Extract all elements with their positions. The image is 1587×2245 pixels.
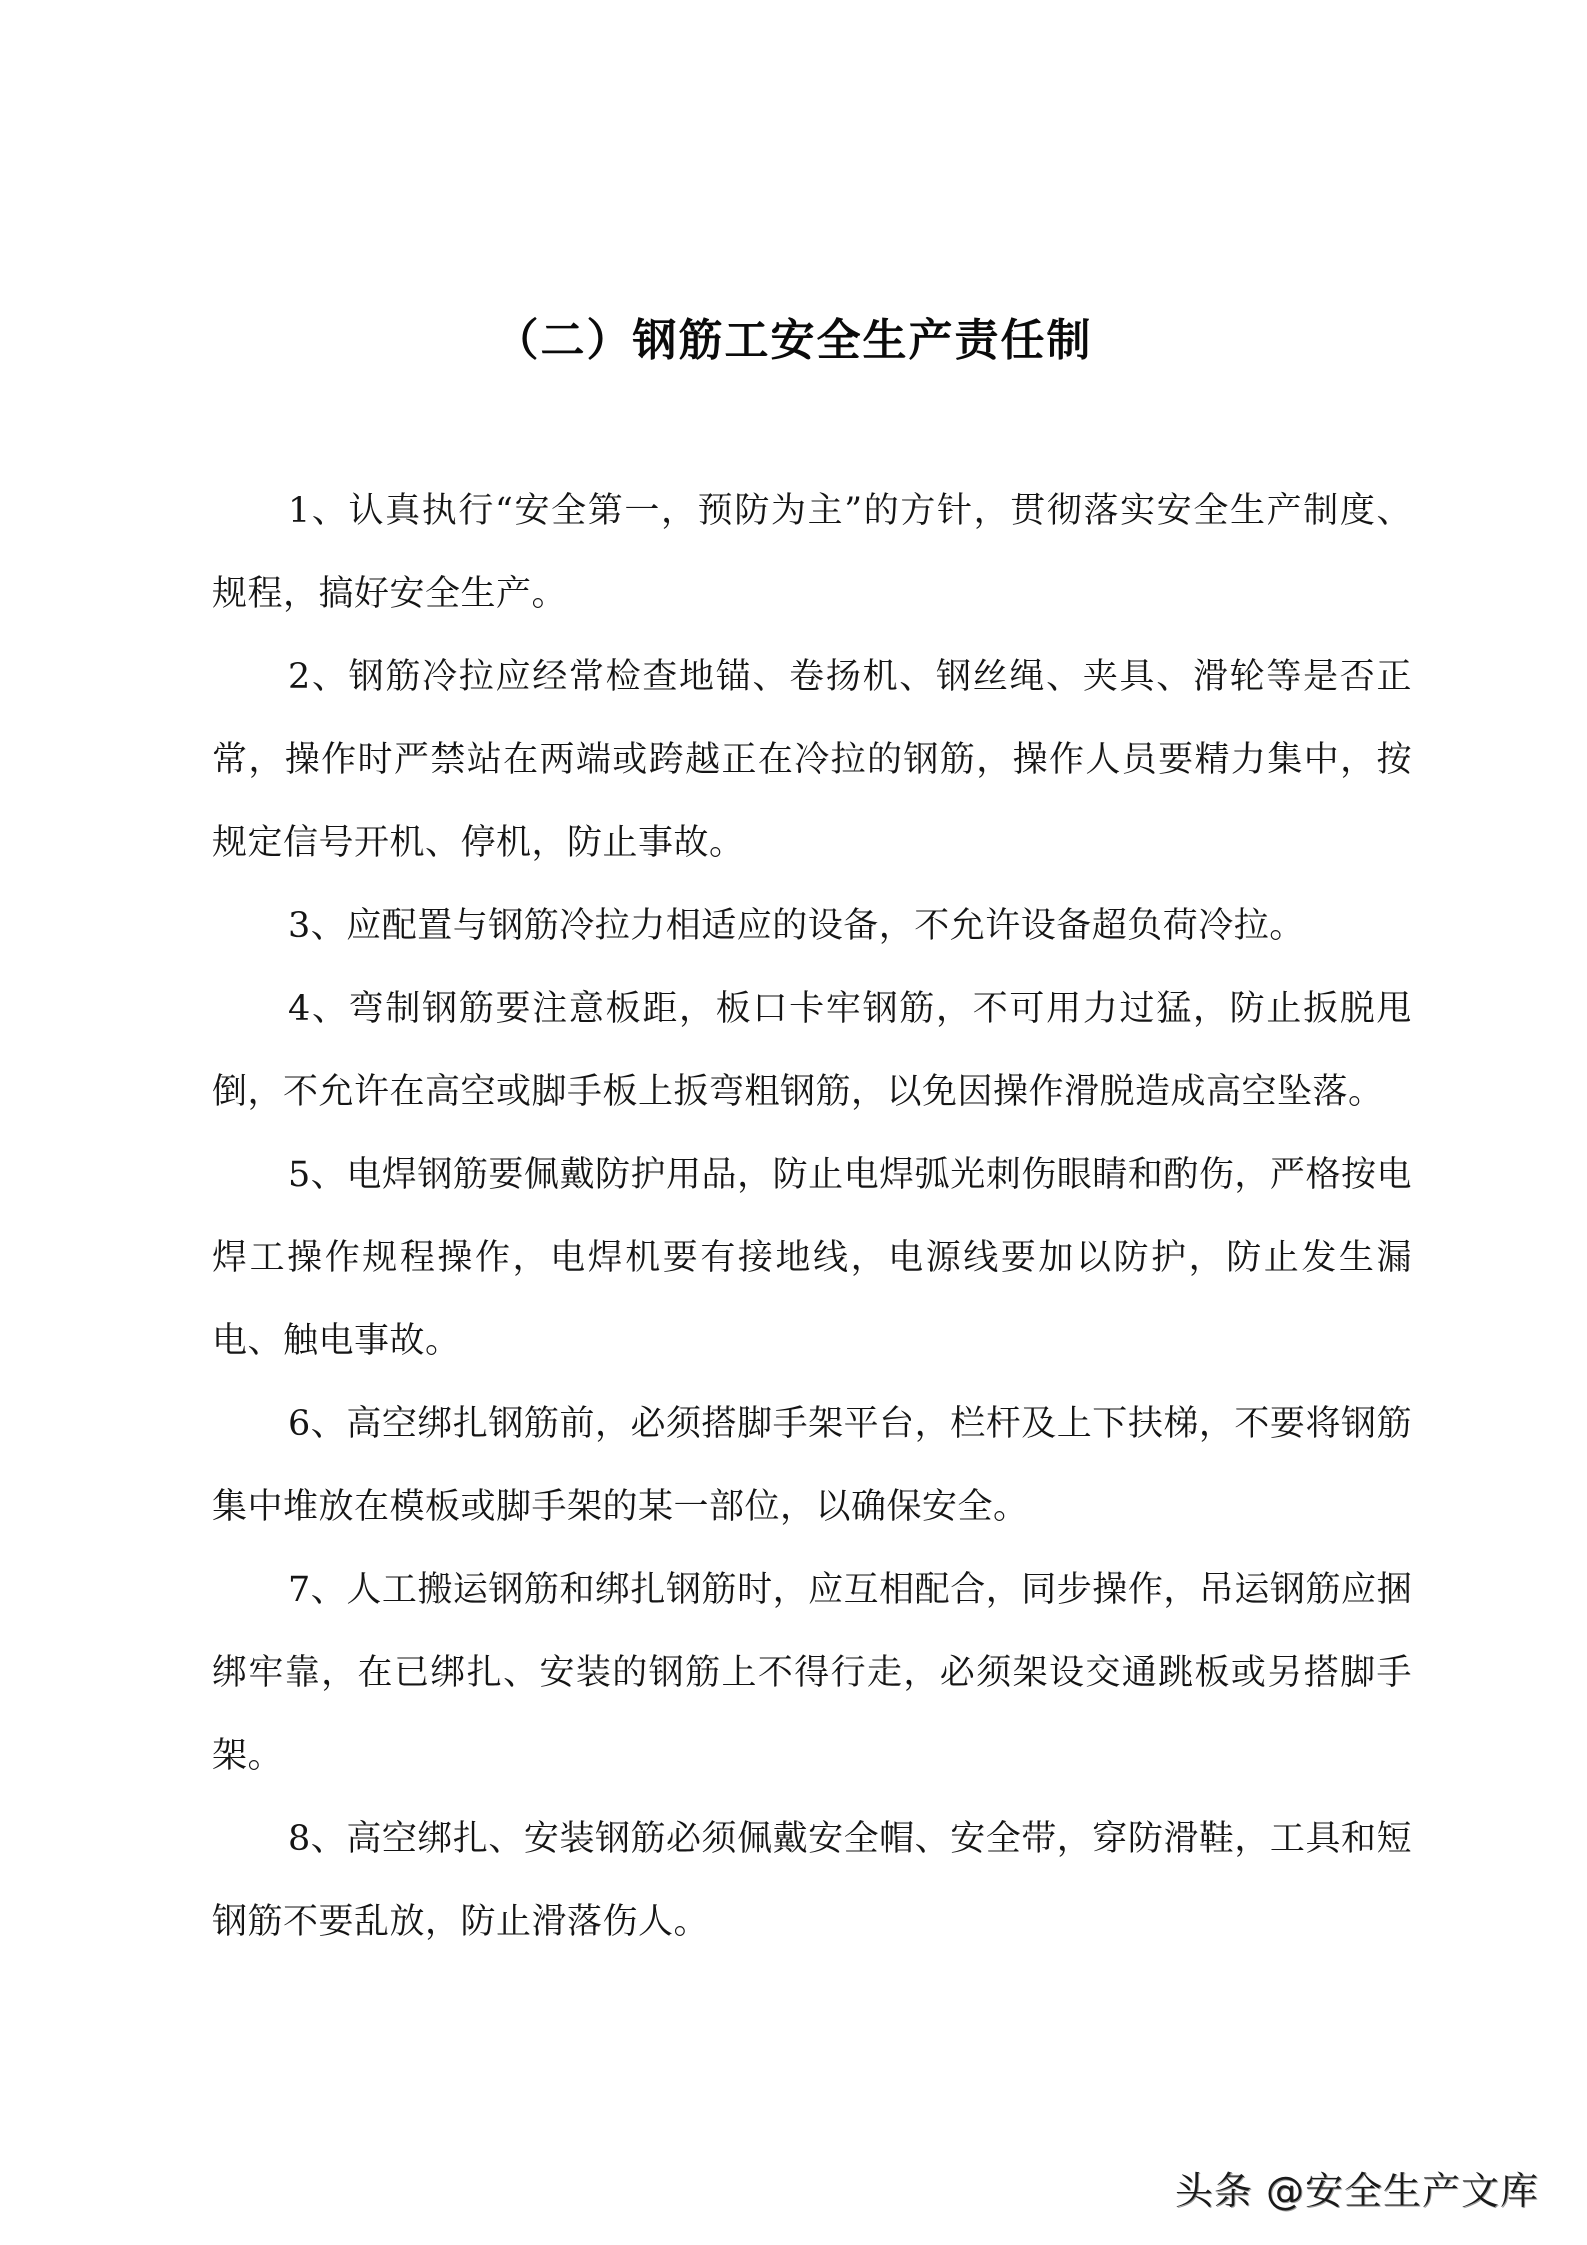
paragraph-2: 2、钢筋冷拉应经常检查地锚、卷扬机、钢丝绳、夹具、滑轮等是否正常，操作时严禁站在两端或跨越正在冷拉的钢筋，操作人员要精力集中，按规定信号开机、停机，防止事故。	[212, 657, 1412, 863]
paragraph-6: 6、高空绑扎钢筋前，必须搭脚手架平台，栏杆及上下扶梯，不要将钢筋集中堆放在模板或脚手架的某一部位，以确保安全。	[212, 1404, 1412, 1527]
paragraph-1: 1、认真执行“安全第一，预防为主”的方针，贯彻落实安全生产制度、规程，搞好安全生产。	[212, 491, 1412, 614]
source-watermark: 头条 @安全生产文库	[1174, 2169, 1539, 2213]
paragraph-7: 7、人工搬运钢筋和绑扎钢筋时，应互相配合，同步操作，吊运钢筋应捆绑牢靠，在已绑扎、安装的钢筋上不得行走，必须架设交通跳板或另搭脚手架。	[212, 1570, 1412, 1776]
paragraph-3: 3、应配置与钢筋冷拉力相适应的设备，不允许设备超负荷冷拉。	[288, 906, 1305, 946]
paragraph-8: 8、高空绑扎、安装钢筋必须佩戴安全帽、安全带，穿防滑鞋，工具和短钢筋不要乱放，防止滑落伤人。	[212, 1819, 1412, 1942]
document-title: （二）钢筋工安全生产责任制	[494, 315, 1093, 366]
document-body	[212, 470, 1412, 1964]
paragraph-5: 5、电焊钢筋要佩戴防护用品，防止电焊弧光刺伤眼睛和酌伤，严格按电焊工操作规程操作，电焊机要有接地线，电源线要加以防护，防止发生漏电、触电事故。	[212, 1155, 1412, 1361]
paragraph-4: 4、弯制钢筋要注意板距，板口卡牢钢筋，不可用力过猛，防止扳脱甩倒，不允许在高空或脚手板上扳弯粗钢筋，以免因操作滑脱造成高空坠落。	[212, 989, 1412, 1112]
